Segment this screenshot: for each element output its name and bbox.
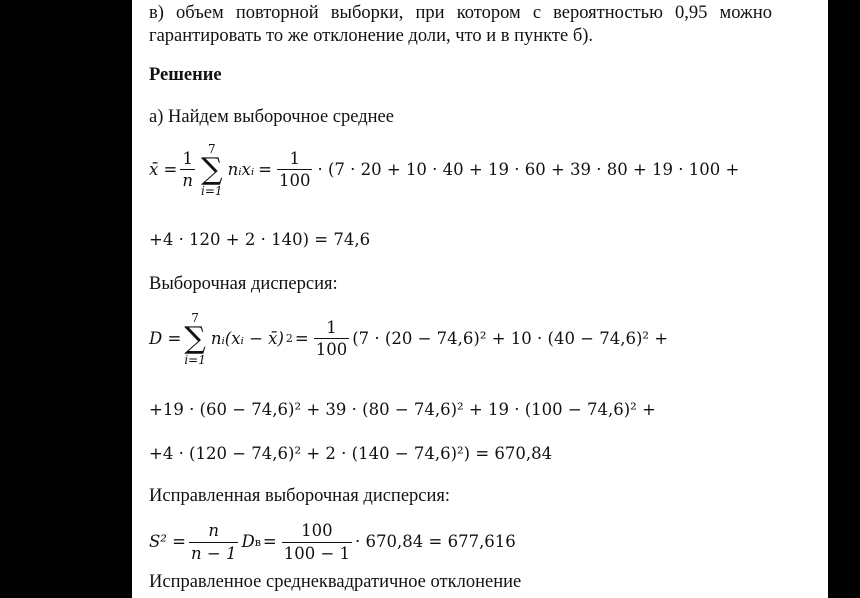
- corrected-frac2-den: 100 − 1: [283, 543, 351, 563]
- variance-line2: +19 · (60 − 74,6)² + 39 · (80 − 74,6)² + 19 · (100 − 74,6)² +: [149, 400, 656, 419]
- mean-eq: =: [258, 159, 272, 179]
- variance-line3: +4 · (120 − 74,6)² + 2 · (140 − 74,6)²) = 670,84: [149, 444, 553, 463]
- mean-frac2-den: 100: [278, 171, 311, 190]
- mean-sum-upper: 7: [207, 142, 216, 156]
- mean-frac1-num: 1: [182, 148, 193, 168]
- mean-term: nᵢxᵢ: [227, 159, 255, 179]
- mean-frac1-den: n: [182, 171, 194, 190]
- part-a-text: а) Найдем выборочное среднее: [149, 107, 394, 127]
- mean-formula-line2: +4 · 120 + 2 · 140) = 74,6: [149, 230, 371, 249]
- variance-sum: [184, 312, 206, 366]
- variance-label: Выборочная дисперсия:: [149, 274, 338, 294]
- corrected-frac1-num: n: [208, 521, 220, 540]
- variance-frac-den: 100: [315, 340, 348, 359]
- sigma-symbol: ∑: [201, 152, 223, 187]
- intro-line-1: в) объем повторной выборки, при котором с вероятностью 0,95 можно: [149, 3, 772, 23]
- mean-sum: [201, 143, 223, 197]
- variance-lhs: D =: [149, 328, 182, 348]
- corrected-formula: S² = $\frac{n}{n - 1}$ D в = $\frac{100}{100 - 1}$ · 670,84 = 677,616: [149, 521, 516, 563]
- variance-sum-upper: 7: [191, 311, 199, 325]
- corrected-eq: =: [262, 532, 277, 552]
- mean-lhs: x̄ =: [149, 159, 178, 179]
- corrected-frac1-den: n − 1: [191, 543, 237, 563]
- document-page: [132, 0, 828, 598]
- variance-frac-num: 1: [326, 317, 337, 337]
- mean-fraction-2: [277, 148, 313, 190]
- variance-line1-rest: (7 · (20 − 74,6)² + 10 · (40 − 74,6)² +: [352, 328, 669, 348]
- mean-fraction-1: [180, 148, 195, 190]
- corrected-variance-label: Исправленная выборочная дисперсия:: [149, 486, 451, 506]
- mean-formula: [149, 143, 741, 197]
- intro-line-2: гарантировать то же отклонение доли, что и в пункте б).: [149, 26, 594, 46]
- d-symbol: D: [241, 532, 255, 552]
- variance-sum-lower: i=1: [184, 353, 206, 367]
- corrected-fraction-2: [282, 523, 352, 562]
- mean-sum-lower: i=1: [201, 184, 223, 198]
- sigma-symbol: ∑: [184, 321, 206, 356]
- variance-formula: D = 7 ∑ i=1 nᵢ(xᵢ − x̄) 2 = $\frac{1}{100}$ (7 · (20 − 74,6)² + 10 · (40 − 74,6)² +: [149, 311, 669, 367]
- variance-term: nᵢ(xᵢ − x̄): [210, 328, 284, 348]
- corrected-rhs: · 670,84 = 677,616: [355, 532, 516, 552]
- corrected-fraction-1: [189, 523, 238, 562]
- corrected-lhs: S² =: [149, 532, 186, 552]
- solution-heading: Решение: [149, 65, 222, 85]
- mean-frac2-num: 1: [289, 148, 300, 168]
- mean-rhs-line1: · (7 · 20 + 10 · 40 + 19 · 60 + 39 · 80 + 19 · 100 +: [317, 159, 740, 179]
- variance-fraction: [314, 317, 350, 359]
- corrected-frac2-num: 100: [301, 521, 333, 540]
- variance-eq: =: [294, 328, 309, 348]
- std-label: Исправленное среднеквадратичное отклонение: [149, 572, 522, 592]
